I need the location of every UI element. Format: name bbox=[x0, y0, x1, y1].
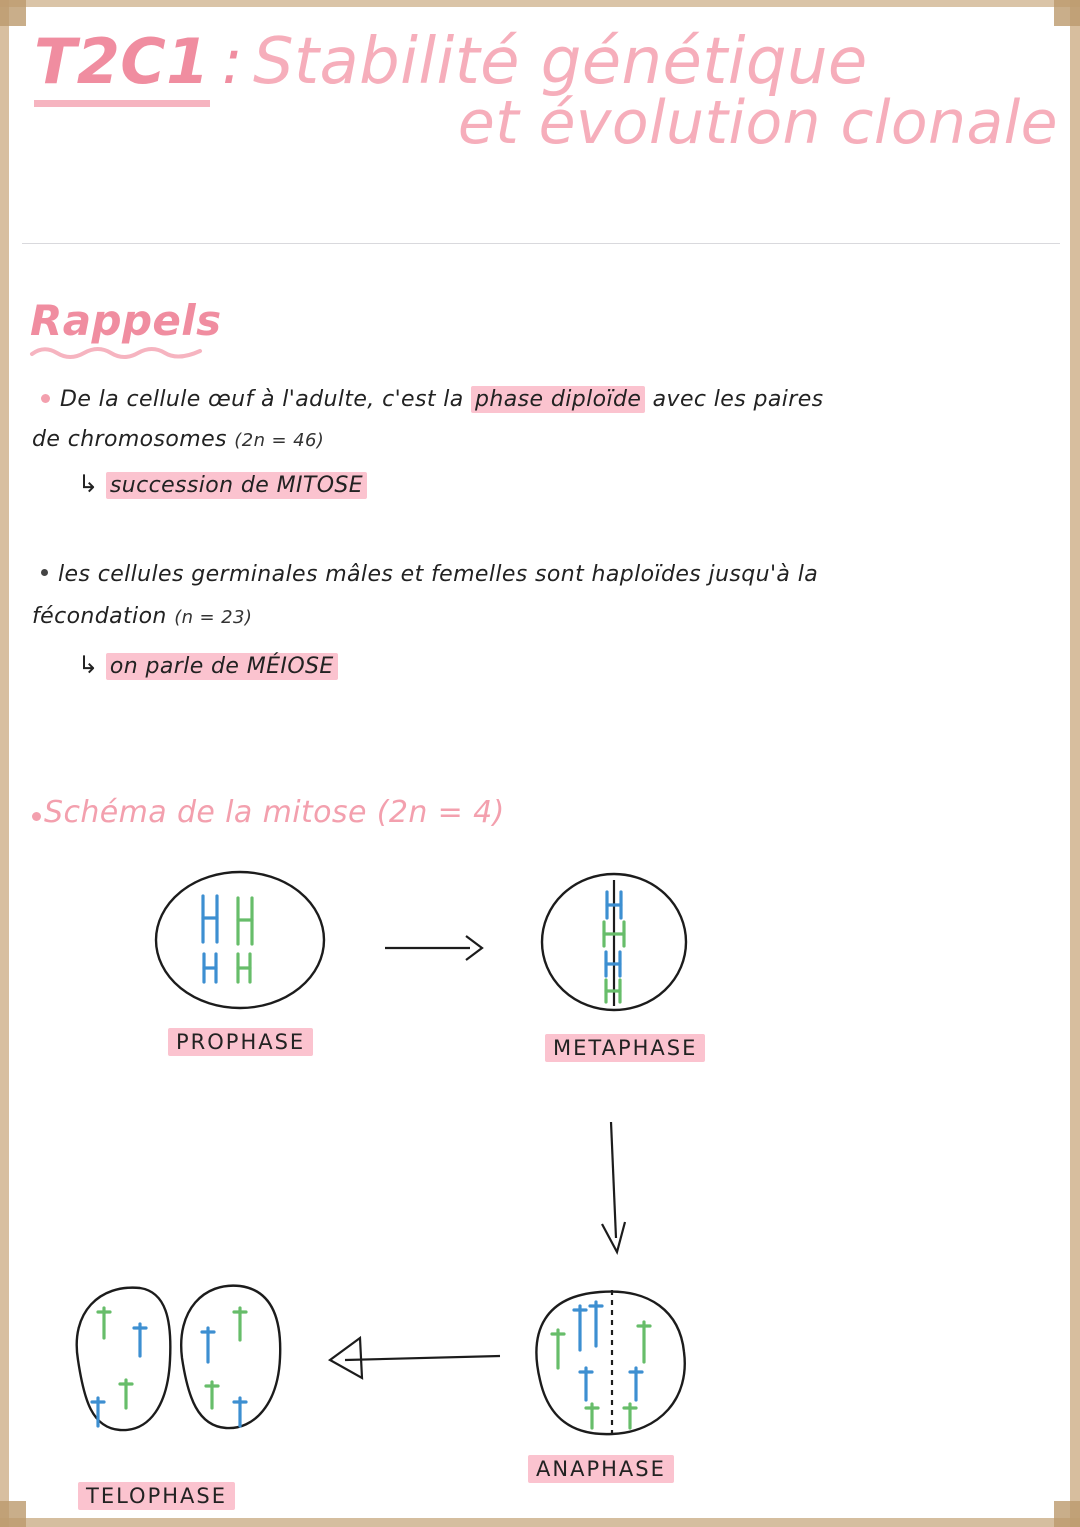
title-line-2: et évolution clonale bbox=[457, 88, 1058, 158]
bullet-2-note: (n = 23) bbox=[174, 607, 253, 628]
anaphase-cell bbox=[536, 1290, 684, 1434]
bullet-dot-1 bbox=[41, 394, 50, 403]
hook-arrow-icon-1: ↳ bbox=[78, 470, 99, 498]
bullet-1-highlight: phase diploïde bbox=[471, 386, 645, 413]
bullet-1-line-2 bbox=[32, 418, 324, 463]
prophase-cell bbox=[156, 872, 324, 1008]
bullet-2-line-2-text: fécondation bbox=[32, 604, 167, 629]
bullet-1-sub bbox=[78, 462, 367, 508]
title-separator: : bbox=[221, 25, 243, 98]
metaphase-cell bbox=[542, 874, 686, 1010]
arrow-anaphase-to-telophase bbox=[330, 1338, 500, 1378]
page-edge-top bbox=[0, 0, 1080, 7]
bullet-2-sub bbox=[78, 643, 338, 689]
arrow-metaphase-to-anaphase bbox=[602, 1122, 625, 1252]
bullet-1-line-2-text: de chromosomes bbox=[32, 427, 227, 452]
phase-label-anaphase: ANAPHASE bbox=[528, 1455, 674, 1483]
bullet-2-sub-highlight: on parle de MÉIOSE bbox=[106, 653, 338, 680]
bullet-1-line-1 bbox=[60, 378, 824, 422]
title-code: T2C1 bbox=[34, 25, 210, 107]
section-heading-rappels: Rappels bbox=[30, 296, 222, 345]
heading-underline-squiggle bbox=[30, 345, 210, 359]
page-title bbox=[34, 25, 1064, 158]
title-line-1: Stabilité génétique bbox=[252, 25, 868, 99]
bullet-1-text-after: avec les paires bbox=[652, 387, 824, 412]
hook-arrow-icon-2: ↳ bbox=[78, 651, 99, 679]
bullet-2-line-1 bbox=[58, 553, 818, 597]
phase-label-prophase: PROPHASE bbox=[168, 1028, 313, 1056]
bullet-1-text-before: De la cellule œuf à l'adulte, c'est la bbox=[60, 387, 464, 412]
bullet-dot-schema bbox=[32, 812, 41, 821]
telophase-cells bbox=[77, 1286, 281, 1430]
bullet-1-sub-highlight: succession de MITOSE bbox=[106, 472, 367, 499]
header-divider bbox=[22, 243, 1060, 244]
bullet-1-note: (2n = 46) bbox=[234, 430, 325, 451]
phase-label-telophase: TELOPHASE bbox=[78, 1482, 235, 1510]
bullet-2-text-before: les cellules germinales mâles et femelles sont haploïdes jusqu'à la bbox=[58, 562, 819, 587]
bullet-dot-2 bbox=[41, 569, 48, 576]
phase-label-metaphase: METAPHASE bbox=[545, 1034, 705, 1062]
arrow-prophase-to-metaphase bbox=[385, 936, 482, 960]
page-corner-top-left bbox=[0, 0, 26, 26]
mitosis-diagram bbox=[0, 860, 1080, 1520]
bullet-2-line-2 bbox=[32, 595, 252, 640]
schema-heading: Schéma de la mitose (2n = 4) bbox=[44, 795, 505, 830]
page-corner-top-right bbox=[1054, 0, 1080, 26]
